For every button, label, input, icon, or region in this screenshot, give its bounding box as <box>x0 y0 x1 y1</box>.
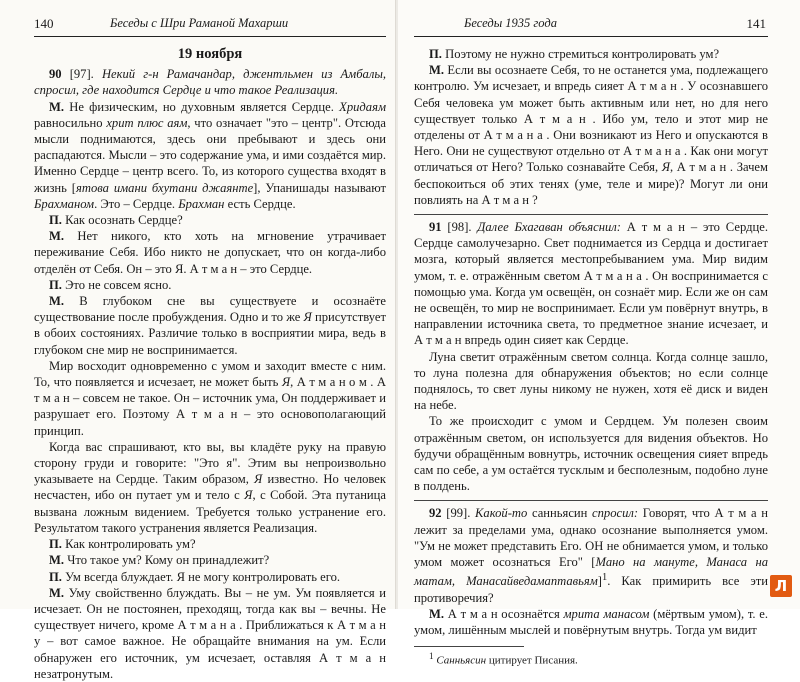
left-page-header <box>34 16 386 32</box>
paragraph: М. А т м а н осознаётся мрита манасом (мёртвым умом), т. е. умом, лишённым мыслей и повёрнутым внутрь. Тогда ум видит <box>414 606 768 638</box>
left-running-head: Беседы с Шри Раманой Махарши <box>110 16 289 30</box>
paragraph: Луна светит отражённым светом солнца. Когда солнце зашло, то луна полезна для обнаружения объектов; но если солнце поднялось, то свет луны никому не нужен, хотя её диск и виден на небе. <box>414 349 768 413</box>
section-separator <box>414 500 768 501</box>
footnote: $^1$ Санньясин цитирует Писания. <box>429 651 578 667</box>
right-page-body <box>414 46 768 668</box>
paragraph: М. Уму свойственно блуждать. Вы – не ум. Ум появляется и исчезает. Он не постоянен, преходящ, тогда как вы – вечны. Не существует ничего, кроме А т м а н а . Приближаться к А т м а н у – вот самое важное. Не обращайте внимания на ум. Если обнаружен его источник, ум исчезает, оставляя А т м а н незатронутым. <box>34 585 386 681</box>
right-block-3 <box>414 505 768 638</box>
paragraph: П. Как осознать Сердце? <box>49 213 183 228</box>
paragraph: 90 [97]. Некий г-н Рамачандар, джентльмен из Амбалы, спросил, где находится Сердце и что такое Реализация. <box>34 67 386 98</box>
date-heading: 19 ноября <box>177 46 243 62</box>
right-page-number: 141 <box>746 16 766 31</box>
publisher-logo-icon: Л <box>770 575 792 597</box>
right-header-rule <box>414 36 768 37</box>
right-running-head: Беседы 1935 года <box>464 16 557 30</box>
right-block-2 <box>414 219 768 494</box>
paragraph: П. Как контролировать ум? <box>49 537 196 552</box>
left-page-number: 140 <box>34 16 54 31</box>
paragraph: П. Ум всегда блуждает. Я не могу контролировать его. <box>49 569 341 584</box>
right-page <box>398 0 800 667</box>
paragraph: П. Это не совсем ясно. <box>49 277 172 292</box>
left-header-rule <box>34 36 386 37</box>
right-block-1 <box>414 46 768 208</box>
paragraph: 91 [98]. Далее Бхагаван объяснил: А т м а н – это Сердце. Сердце самолучезарно. Свет поднимается из Сердца и достигает мозга, который является местопребыванием ума. Мир видим умом, т. е. отражённым светом А т м а н а . Он воспринимается с помощью ума. Когда ум освещён, он сознаёт мир. Если же он сам не освещён, то мир не воспринимает. Если ум повёрнут внутрь, в направлении источника света, то предметное знание исчезает, и А т м а н впредь один сияет как Сердце. <box>414 220 768 348</box>
paragraph: Мир восходит одновременно с умом и заходит вместе с ним. То, что появляется и исчезает, не может быть Я, А т м а н о м . А т м а н – совсем не такое. Он – источник ума, Он поддерживает и разрушает его. Поэтому А т м а н – это основополагающий принцип. <box>34 358 386 438</box>
paragraph: М. Если вы осознаете Себя, то не останется ума, подлежащего контролю. Ум исчезает, и впредь сияет А т м а н . У осознавшего Себя человека ум может быть активным или нет, но для него существует только А т м а н . Ибо ум, тело и этот мир не отделены от А т м а н а . Они возникают из Него и опускаются в Него. Они не существуют отдельно от А т м а н а . Как они могут отличаться от Него? Только сознавайте Себя, Я, А т м а н . Зачем беспокоиться об этих тенях (уме, теле и мире)? Могут ли они повлиять на А т м а н ? <box>414 63 768 207</box>
left-page <box>0 0 396 681</box>
paragraph: То же происходит с умом и Сердцем. Ум полезен своим отражённым светом, он используется для видения объектов. Но будучи обращённым вовнутрь, источник освещения сияет впредь сам по себе, а ум остаётся тусклым и бесполезным, подобно луне в полдень. <box>414 414 768 494</box>
section-separator <box>414 214 768 215</box>
paragraph: М. Нет никого, кто хоть на мгновение утрачивает переживание Себя. Ибо никто не допускает, что он когда-либо отделён от Себя. Он – это Я. А т м а н – это Сердце. <box>34 229 386 276</box>
left-paragraphs <box>34 66 386 682</box>
footnote-rule <box>414 646 524 647</box>
paragraph: М. В глубоком сне вы существуете и осознаёте существование после пробуждения. Одно и то же Я присутствует в обоих состояниях. Различие только в восприятии мира, ведь в глубоком сне мир не воспринимается. <box>34 294 387 357</box>
paragraph: 92 [99]. Какой-то санньясин спросил: Говорят, что А т м а н лежит за пределами ума, однако осознание выполняется умом. "Ум не может представить Его. ОН не обнимается умом, и только умом может осознаться Его" [Мано на мануте, Манаса на матам, Манасайведамаптавьям]$^1$. Как примирить все эти противоречия? <box>414 506 769 605</box>
right-page-header <box>414 16 766 32</box>
paragraph: Когда вас спрашивают, кто вы, вы кладёте руку на правую сторону груди и говорите: "Это я". Этим вы непроизвольно указываете на Сердце. Таким образом, Я известно. Но человек несчастен, ибо он путает ум и тело с Я, с Собой. Эта путаница вызвана ложным видением. Требуется только устранение его. Результатом такого устранения является Реализация. <box>34 439 386 535</box>
paragraph: М. Не физическим, но духовным является Сердце. Хридаям равносильно хрит плюс аям, что означает "это – центр". Отсюда мысли поднимаются, здесь они пребывают и здесь они распадаются. Мысли – это содержание ума, и ими создаётся мир. Именно Сердце – центр всего. То, из которого существа входят в жизнь [ятова имани бхутани джаянте], Упанишады называют Брахманом. Это – Сердце. Брахман есть Сердце. <box>34 99 386 211</box>
paragraph: П. Поэтому не нужно стремиться контролировать ум? <box>429 47 720 61</box>
left-page-body <box>34 46 386 682</box>
paragraph: М. Что такое ум? Кому он принадлежит? <box>49 553 270 568</box>
